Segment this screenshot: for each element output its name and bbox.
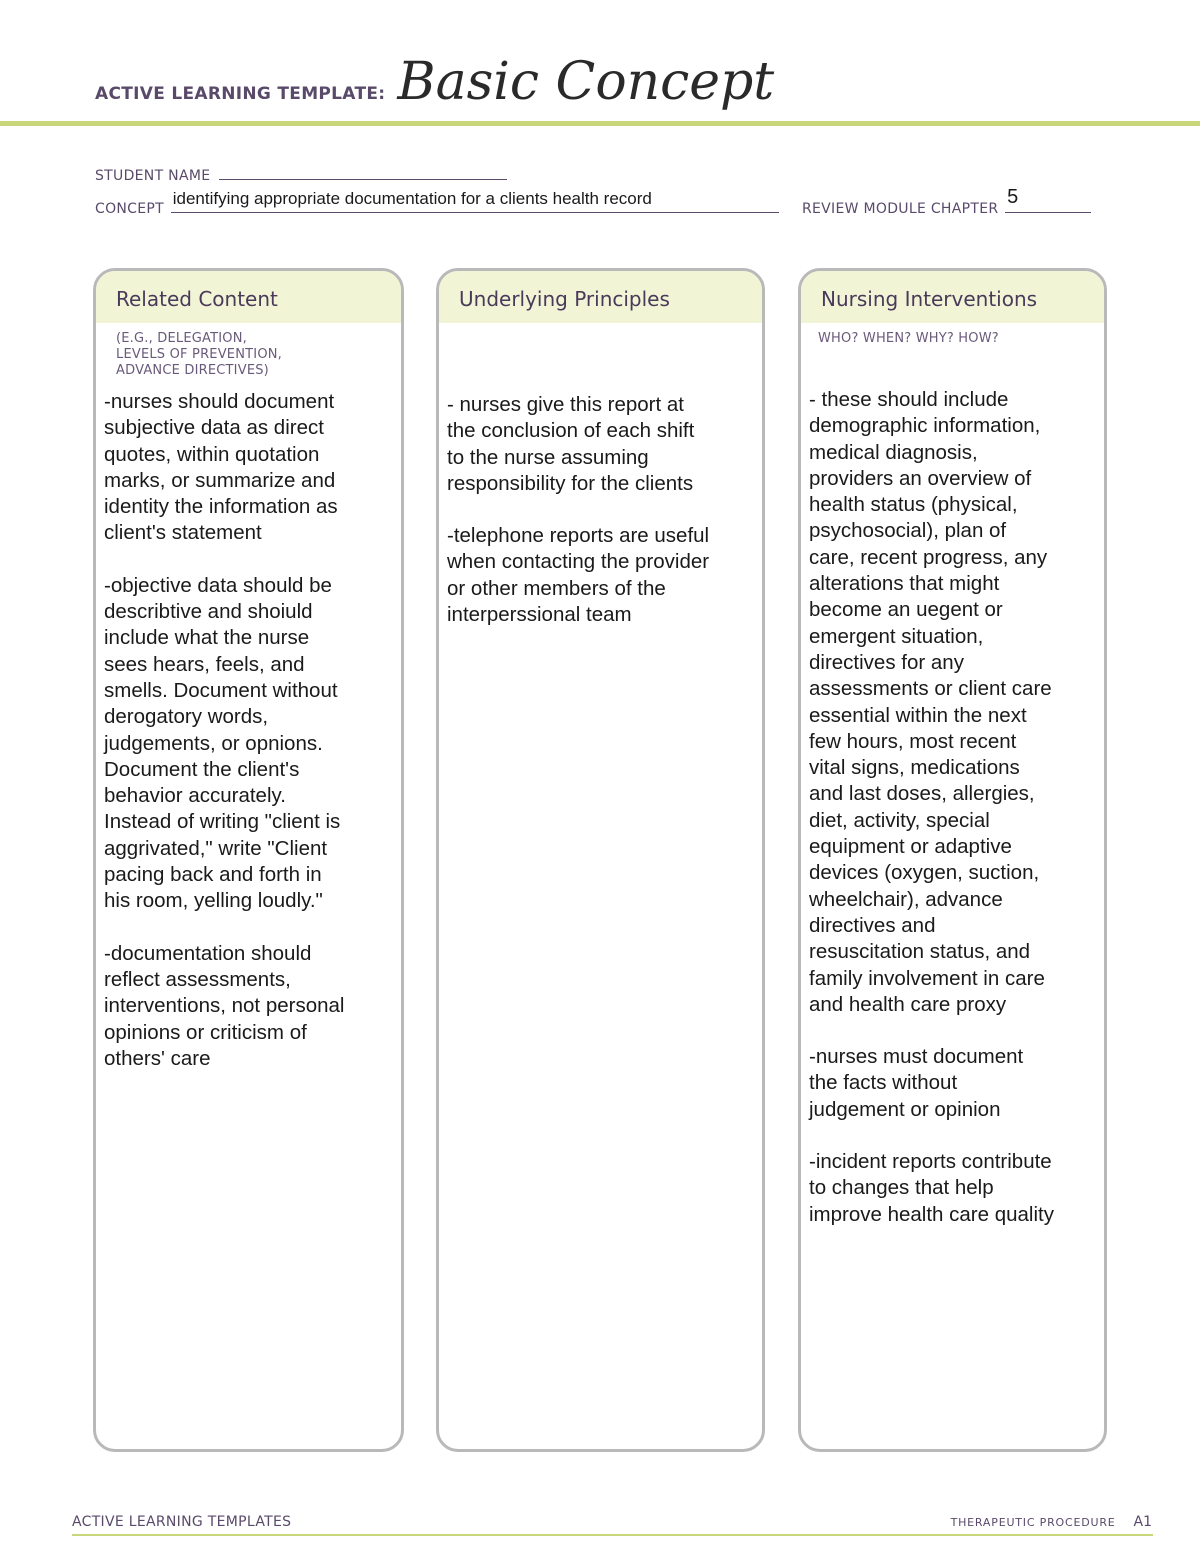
template-label: ACTIVE LEARNING TEMPLATE: bbox=[95, 84, 386, 104]
student-name-label: STUDENT NAME bbox=[95, 168, 211, 184]
chapter-label: REVIEW MODULE CHAPTER bbox=[802, 201, 999, 217]
subtitle-line: ADVANCE DIRECTIVES) bbox=[116, 363, 269, 378]
nursing-interventions-panel bbox=[798, 268, 1107, 1452]
header-divider bbox=[0, 121, 1200, 126]
page-number: A1 bbox=[1133, 1514, 1152, 1530]
footer-right bbox=[951, 1514, 1152, 1530]
page-title: Basic Concept bbox=[397, 52, 775, 112]
principles-spacer bbox=[439, 323, 762, 392]
chapter-row bbox=[802, 186, 1091, 217]
footer-divider bbox=[72, 1534, 1153, 1536]
related-content-panel bbox=[93, 268, 404, 1452]
subtitle-line: (E.G., DELEGATION, bbox=[116, 331, 247, 346]
student-name-row bbox=[95, 165, 507, 184]
principles-paragraph: -telephone reports are useful when contacting the provider or other members of the interperssional team bbox=[447, 524, 710, 627]
concept-field[interactable] bbox=[171, 189, 779, 213]
underlying-principles-panel bbox=[436, 268, 765, 1452]
subtitle-line: WHO? WHEN? WHY? HOW? bbox=[818, 331, 999, 346]
related-content-subtitle bbox=[96, 323, 401, 389]
related-paragraph: -nurses should document subjective data as direct quotes, within quotation marks, or summarize and identity the information as client's statement bbox=[104, 390, 338, 545]
underlying-principles-title: Underlying Principles bbox=[439, 271, 762, 323]
related-content-body[interactable] bbox=[96, 389, 401, 1072]
subtitle-line: LEVELS OF PREVENTION, bbox=[116, 347, 283, 362]
related-paragraph: -objective data should be describtive and shoiuld include what the nurse sees hears, feels, and smells. Document without derogatory words, judgements, or opnions. Document the client's behavior accurately. Instead of writing "client is aggrivated," write "Client pacing back and forth in his room, yelling loudly." bbox=[104, 573, 341, 913]
concept-label: CONCEPT bbox=[95, 201, 164, 217]
related-paragraph: -documentation should reflect assessments, interventions, not personal opinions or criticism of others' care bbox=[104, 941, 345, 1070]
concept-row bbox=[95, 189, 779, 217]
concept-value: identifying appropriate documentation for a clients health record bbox=[172, 189, 652, 208]
interventions-paragraph: - these should include demographic information, medical diagnosis, providers an overview of health status (physical, psychosocial), plan of care, recent progress, any alterations that might become an uegent or emergent situation, directives for any assessments or client care essential within the next few hours, most recent vital signs, medications and last doses, allergies, diet, activity, special equipment or adaptive devices (oxygen, suction, wheelchair), advance directives and resuscitation status, and family involvement in care and health care proxy bbox=[809, 388, 1052, 1016]
interventions-paragraph: -nurses must document the facts without judgement or opinion bbox=[809, 1045, 1024, 1121]
student-name-field[interactable] bbox=[219, 165, 507, 180]
nursing-interventions-subtitle bbox=[801, 323, 1104, 387]
chapter-value: 5 bbox=[1007, 186, 1019, 208]
nursing-interventions-title: Nursing Interventions bbox=[801, 271, 1104, 323]
nursing-interventions-body[interactable] bbox=[801, 387, 1104, 1228]
interventions-paragraph: -incident reports contribute to changes that help improve health care quality bbox=[809, 1150, 1054, 1226]
underlying-principles-body[interactable] bbox=[439, 392, 762, 628]
footer-category: THERAPEUTIC PROCEDURE bbox=[950, 1516, 1116, 1529]
template-header bbox=[95, 52, 774, 122]
footer-series-label: ACTIVE LEARNING TEMPLATES bbox=[72, 1514, 292, 1530]
principles-paragraph: - nurses give this report at the conclusion of each shift to the nurse assuming responsibility for the clients bbox=[447, 393, 695, 495]
related-content-title: Related Content bbox=[96, 271, 401, 323]
chapter-field[interactable] bbox=[1005, 186, 1091, 213]
